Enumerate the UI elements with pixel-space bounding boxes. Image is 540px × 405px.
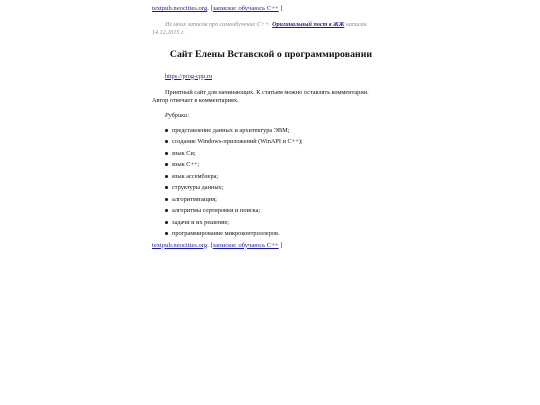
topic-text: алгоритмизация;	[172, 195, 217, 203]
bullet-icon	[165, 232, 168, 235]
bullet-icon	[165, 152, 168, 155]
list-item	[152, 207, 390, 219]
list-item	[152, 173, 390, 185]
list-item	[152, 219, 390, 231]
topic-text: структуры данных;	[172, 184, 224, 192]
nav-close-bracket: ]	[280, 5, 283, 12]
list-item	[152, 161, 390, 173]
topic-text: представление данных и архитектура ЭВМ;	[172, 126, 290, 134]
meta-date: 14.12.2015 г.	[152, 30, 185, 37]
meta-prefix: Из моих записок про самообучение С++.	[165, 22, 271, 28]
bullet-icon	[165, 175, 168, 178]
page-content	[152, 5, 390, 252]
topics-list	[152, 127, 390, 242]
topic-text: алгоритмы сортировки и поиска;	[172, 207, 261, 215]
list-item	[152, 230, 390, 242]
site-link[interactable]: https://prog-cpp.ru	[165, 72, 213, 80]
intro-paragraph	[152, 89, 390, 105]
list-item	[152, 127, 390, 139]
topic-text: программирование микроконтроллеров.	[172, 230, 280, 238]
bullet-icon	[165, 163, 168, 166]
bullet-icon	[165, 221, 168, 224]
bullet-icon	[165, 198, 168, 201]
original-post-link[interactable]: Оригинальный пост в ЖЖ	[272, 22, 345, 28]
intro-line-1: Приятный сайт для начинающих. К статьям можно оставлять комментарии.	[165, 88, 369, 96]
bullet-icon	[165, 209, 168, 212]
topic-text: язык Си;	[172, 149, 196, 157]
nav-open-bracket: [	[210, 241, 213, 249]
bullet-icon	[165, 129, 168, 132]
topic-text: язык ассемблера;	[172, 172, 219, 180]
list-item	[152, 184, 390, 196]
site-link-row	[165, 73, 390, 81]
rubrics-label: Рубрики:	[165, 111, 190, 119]
page-title: Сайт Елены Вставской о программировании	[169, 49, 373, 61]
topic-text: создание Windows-приложений (WinAPI и С++);	[172, 138, 303, 146]
list-item	[152, 150, 390, 162]
list-item	[152, 138, 390, 150]
list-item	[152, 196, 390, 208]
nav-separator: .	[207, 5, 209, 12]
topic-text: задачи и их решение;	[172, 218, 230, 226]
bottom-nav	[152, 242, 390, 252]
meta-written: написан	[345, 22, 367, 28]
post-meta	[152, 21, 390, 37]
topic-text: язык С++;	[172, 161, 200, 169]
home-link[interactable]: textpub.neocities.org	[152, 5, 208, 12]
nav-open-bracket: [	[210, 5, 213, 12]
nav-separator: .	[207, 241, 209, 249]
nav-close-bracket: ]	[280, 241, 283, 249]
home-link[interactable]: textpub.neocities.org	[152, 241, 208, 249]
section-link[interactable]: записки: обучаюсь С++	[212, 5, 279, 12]
intro-line-2: Автор отвечает в комментариях.	[152, 96, 239, 104]
bullet-icon	[165, 186, 168, 189]
top-nav	[152, 5, 390, 15]
bullet-icon	[165, 140, 168, 143]
section-link[interactable]: записки: обучаюсь С++	[212, 241, 279, 249]
